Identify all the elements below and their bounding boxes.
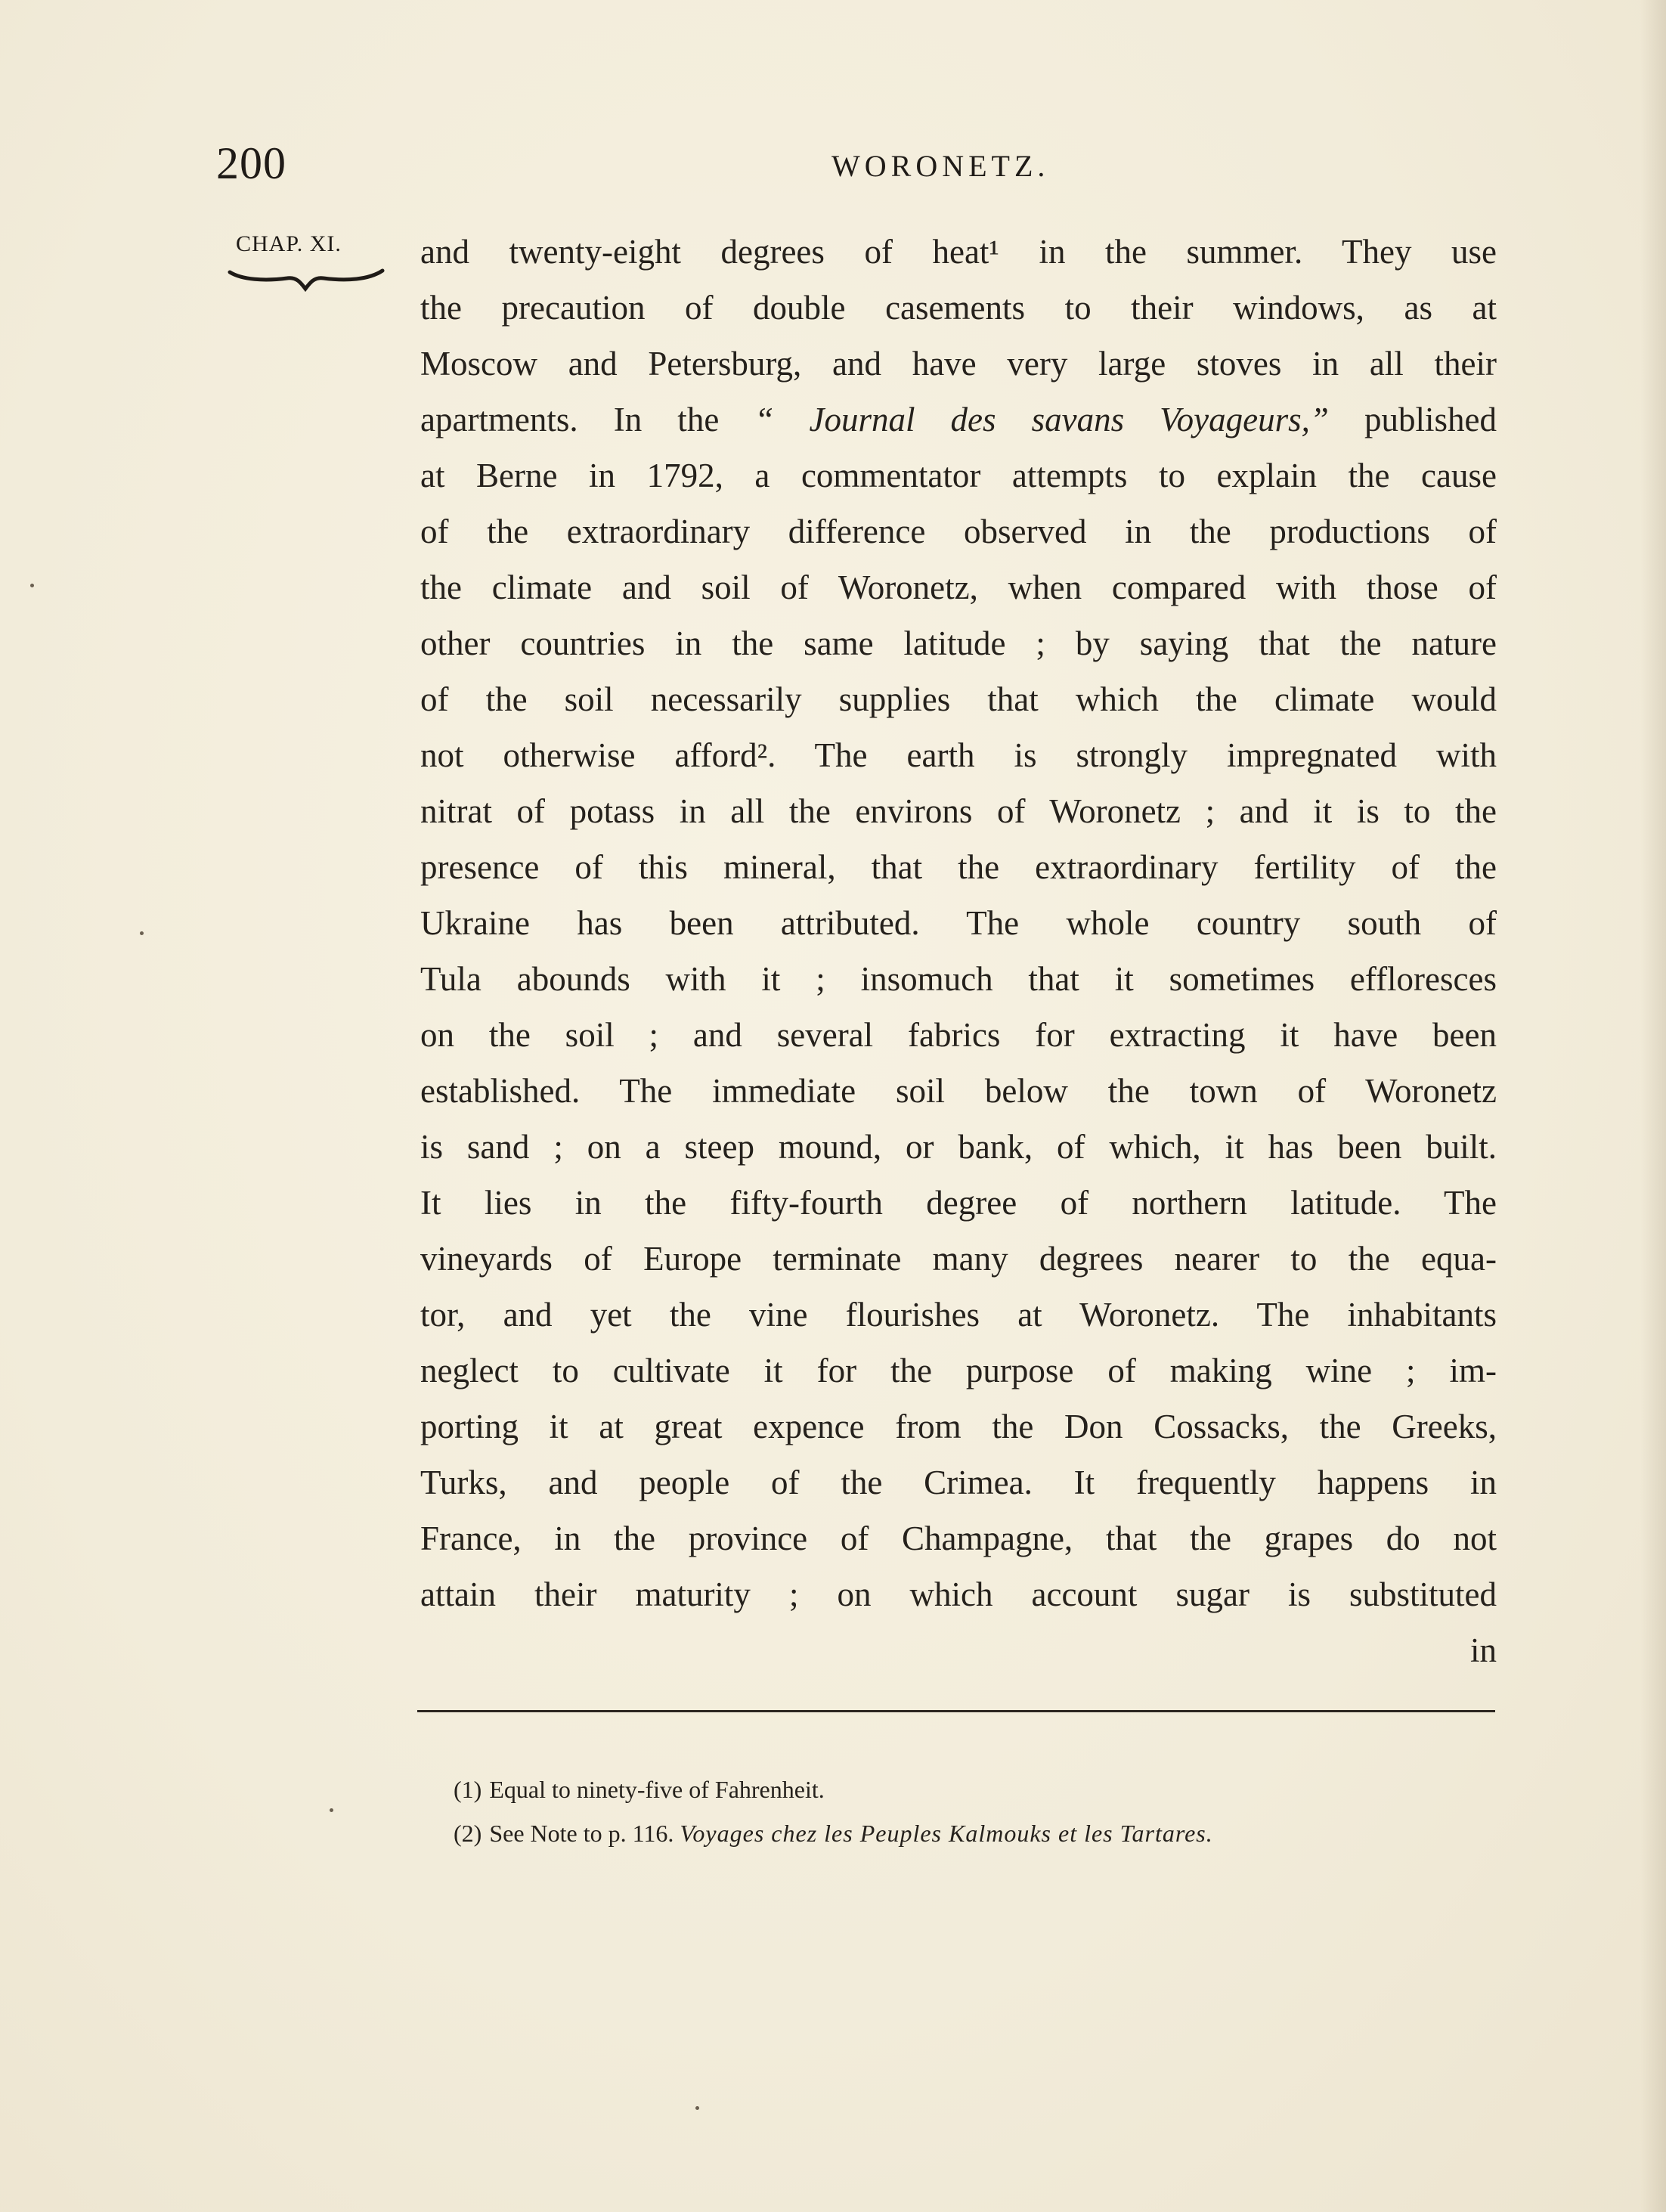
text-line: tor, and yet the vine flourishes at Woronetz. The inhabitants xyxy=(420,1296,1497,1334)
text-line: Ukraine has been attributed. The whole country south of xyxy=(420,904,1497,942)
text-line: the precaution of double casements to their windows, as at xyxy=(420,289,1497,327)
text-line: Moscow and Petersburg, and have very large stoves in all their xyxy=(420,345,1497,383)
text-line: is sand ; on a steep mound, or bank, of which, it has been built. xyxy=(420,1128,1497,1166)
text-line: established. The immediate soil below the town of Woronetz xyxy=(420,1072,1497,1110)
footnote-text: Equal to ninety-five of Fahrenheit. xyxy=(489,1776,825,1803)
text-line: porting it at great expence from the Don Cossacks, the Greeks, xyxy=(420,1408,1497,1445)
footnote xyxy=(454,1811,1436,1855)
text-line: in xyxy=(1469,1631,1497,1669)
text-line: not otherwise afford². The earth is strongly impregnated with xyxy=(420,736,1497,774)
text-line: attain their maturity ; on which account sugar is substituted xyxy=(420,1575,1497,1613)
text-line: France, in the province of Champagne, that the grapes do not xyxy=(420,1520,1497,1557)
page-number: 200 xyxy=(216,138,286,188)
chapter-label: CHAP. XI. xyxy=(236,231,342,256)
footnote-italic-reference: Voyages chez les Peuples Kalmouks et les Tartares. xyxy=(680,1820,1213,1847)
page-edge-shadow xyxy=(1640,0,1666,2212)
paper-speck xyxy=(140,931,144,935)
text-line: It lies in the fifty-fourth degree of northern latitude. The xyxy=(420,1184,1497,1222)
footnotes xyxy=(454,1767,1436,1855)
text-line: at Berne in 1792, a commentator attempts to explain the cause xyxy=(420,457,1497,494)
text-line: of the soil necessarily supplies that which the climate would xyxy=(420,680,1497,718)
footnote-marker: (2) xyxy=(454,1820,482,1847)
text-segment: published xyxy=(1328,401,1497,438)
italic-title: “ Journal des savans Voyageurs,” xyxy=(754,401,1329,438)
text-line: other countries in the same latitude ; by saying that the nature xyxy=(420,624,1497,662)
footnote-rule xyxy=(417,1710,1495,1712)
chapter-bracket-ornament xyxy=(227,266,386,296)
paper-speck xyxy=(695,2106,699,2110)
text-line: Turks, and people of the Crimea. It frequently happens in xyxy=(420,1464,1497,1501)
text-line: nitrat of potass in all the environs of Woronetz ; and it is to the xyxy=(420,792,1497,830)
footnote-marker: (1) xyxy=(454,1776,482,1803)
text-line: presence of this mineral, that the extraordinary fertility of the xyxy=(420,848,1497,886)
body-text xyxy=(420,224,1497,1678)
text-line: of the extraordinary difference observed in the productions of xyxy=(420,513,1497,550)
text-line: on the soil ; and several fabrics for extracting it have been xyxy=(420,1016,1497,1054)
paper-speck xyxy=(30,584,34,587)
footnote xyxy=(454,1767,1436,1811)
text-line: vineyards of Europe terminate many degrees nearer to the equa- xyxy=(420,1240,1497,1278)
text-line: neglect to cultivate it for the purpose of making wine ; im- xyxy=(420,1352,1497,1389)
text-line: Tula abounds with it ; insomuch that it sometimes effloresces xyxy=(420,960,1497,998)
text-segment: apartments. In the xyxy=(420,401,755,438)
text-line: and twenty-eight degrees of heat¹ in the summer. They use xyxy=(420,233,1497,271)
text-line: the climate and soil of Woronetz, when compared with those of xyxy=(420,568,1497,606)
text-line xyxy=(420,392,1497,448)
footnote-text: See Note to p. 116. xyxy=(489,1820,674,1847)
paper-speck xyxy=(330,1808,333,1812)
running-title: WORONETZ. xyxy=(831,149,1050,183)
